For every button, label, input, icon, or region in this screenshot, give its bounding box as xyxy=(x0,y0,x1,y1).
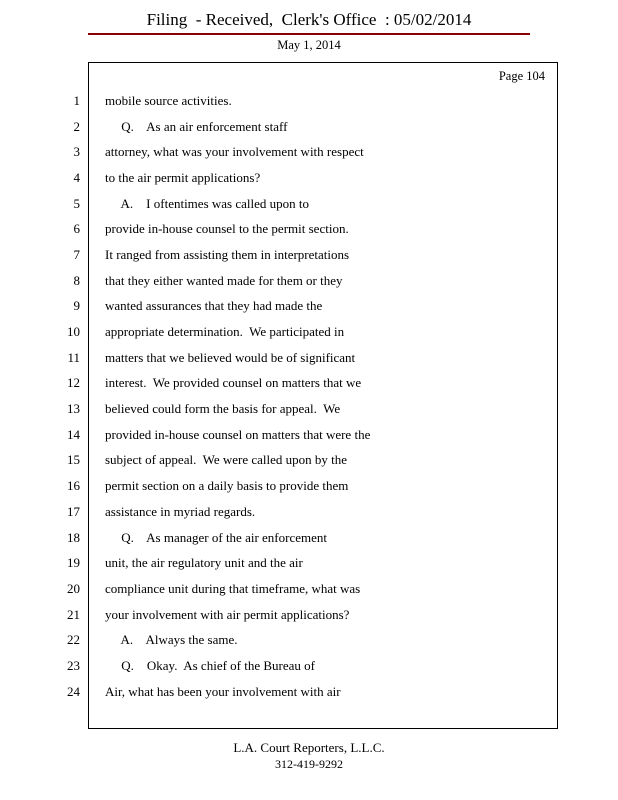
line-number: 24 xyxy=(67,683,80,699)
transcript-line xyxy=(0,242,558,268)
transcript-line xyxy=(0,627,558,653)
line-number: 14 xyxy=(67,426,80,442)
line-text: It ranged from assisting them in interpretations xyxy=(105,246,350,262)
transcript-line xyxy=(0,165,558,191)
line-number: 13 xyxy=(67,401,80,417)
line-number: 17 xyxy=(67,503,80,519)
transcript-line xyxy=(0,653,558,679)
line-number: 8 xyxy=(73,272,80,288)
page-number-label: Page 104 xyxy=(498,69,545,83)
line-number: 4 xyxy=(73,169,80,185)
transcript-line xyxy=(0,139,558,165)
line-number: 10 xyxy=(67,324,80,340)
line-number: 9 xyxy=(73,298,80,314)
line-text: attorney, what was your involvement with respect xyxy=(105,144,364,160)
line-number: 21 xyxy=(67,606,80,622)
date-line: May 1, 2014 xyxy=(277,38,341,52)
line-number: 16 xyxy=(67,478,80,494)
line-text: compliance unit during that timeframe, what was xyxy=(105,580,361,596)
header-rule xyxy=(88,33,530,35)
transcript-line xyxy=(0,268,558,294)
line-text: assistance in myriad regards. xyxy=(105,503,256,519)
filing-header: Filing - Received, Clerk's Office : 05/02/2014 xyxy=(146,10,472,29)
transcript-line xyxy=(0,294,558,320)
line-text: provide in-house counsel to the permit section. xyxy=(105,221,349,237)
transcript-line xyxy=(0,345,558,371)
line-text: appropriate determination. We participated in xyxy=(105,324,345,340)
line-text: Q. Okay. As chief of the Bureau of xyxy=(105,657,315,673)
transcript-line xyxy=(0,319,558,345)
line-number: 12 xyxy=(67,375,80,391)
transcript-line xyxy=(0,191,558,217)
line-number: 22 xyxy=(67,632,80,648)
transcript-line xyxy=(0,525,558,551)
transcript-line xyxy=(0,448,558,474)
transcript-line xyxy=(0,88,558,114)
footer-phone: 312-419-9292 xyxy=(275,757,343,771)
line-text: subject of appeal. We were called upon by the xyxy=(105,452,348,468)
line-number: 7 xyxy=(73,246,80,262)
transcript-line xyxy=(0,473,558,499)
line-text: that they either wanted made for them or they xyxy=(105,272,343,288)
line-text: wanted assurances that they had made the xyxy=(105,298,323,314)
line-text: Q. As manager of the air enforcement xyxy=(105,529,328,545)
line-number: 18 xyxy=(67,529,80,545)
line-number: 2 xyxy=(73,118,80,134)
line-text: matters that we believed would be of significant xyxy=(105,349,356,365)
transcript-line xyxy=(0,216,558,242)
transcript-line xyxy=(0,396,558,422)
transcript-line xyxy=(0,114,558,140)
line-number: 6 xyxy=(73,221,80,237)
line-number: 20 xyxy=(67,580,80,596)
transcript-line xyxy=(0,679,558,705)
line-number: 23 xyxy=(67,657,80,673)
line-text: A. Always the same. xyxy=(105,632,238,648)
transcript-line xyxy=(0,576,558,602)
transcript-lines xyxy=(0,88,558,705)
line-text: Q. As an air enforcement staff xyxy=(105,118,288,134)
transcript-line xyxy=(0,371,558,397)
line-text: unit, the air regulatory unit and the air xyxy=(105,555,303,571)
line-number: 15 xyxy=(67,452,80,468)
line-text: to the air permit applications? xyxy=(105,169,261,185)
line-text: believed could form the basis for appeal. We xyxy=(105,401,341,417)
transcript-line xyxy=(0,602,558,628)
line-text: A. I oftentimes was called upon to xyxy=(105,195,309,211)
transcript-line xyxy=(0,550,558,576)
line-number: 5 xyxy=(73,195,80,211)
line-number: 1 xyxy=(73,92,80,108)
line-text: provided in-house counsel on matters that were the xyxy=(105,426,371,442)
line-number: 11 xyxy=(67,349,80,365)
line-text: mobile source activities. xyxy=(105,92,232,108)
line-text: interest. We provided counsel on matters that we xyxy=(105,375,362,391)
line-text: permit section on a daily basis to provide them xyxy=(105,478,349,494)
line-text: Air, what has been your involvement with air xyxy=(105,683,341,699)
transcript-line xyxy=(0,422,558,448)
line-text: your involvement with air permit applications? xyxy=(105,606,350,622)
line-number: 3 xyxy=(73,144,80,160)
footer-company: L.A. Court Reporters, L.L.C. xyxy=(233,740,385,755)
line-number: 19 xyxy=(67,555,80,571)
transcript-line xyxy=(0,499,558,525)
